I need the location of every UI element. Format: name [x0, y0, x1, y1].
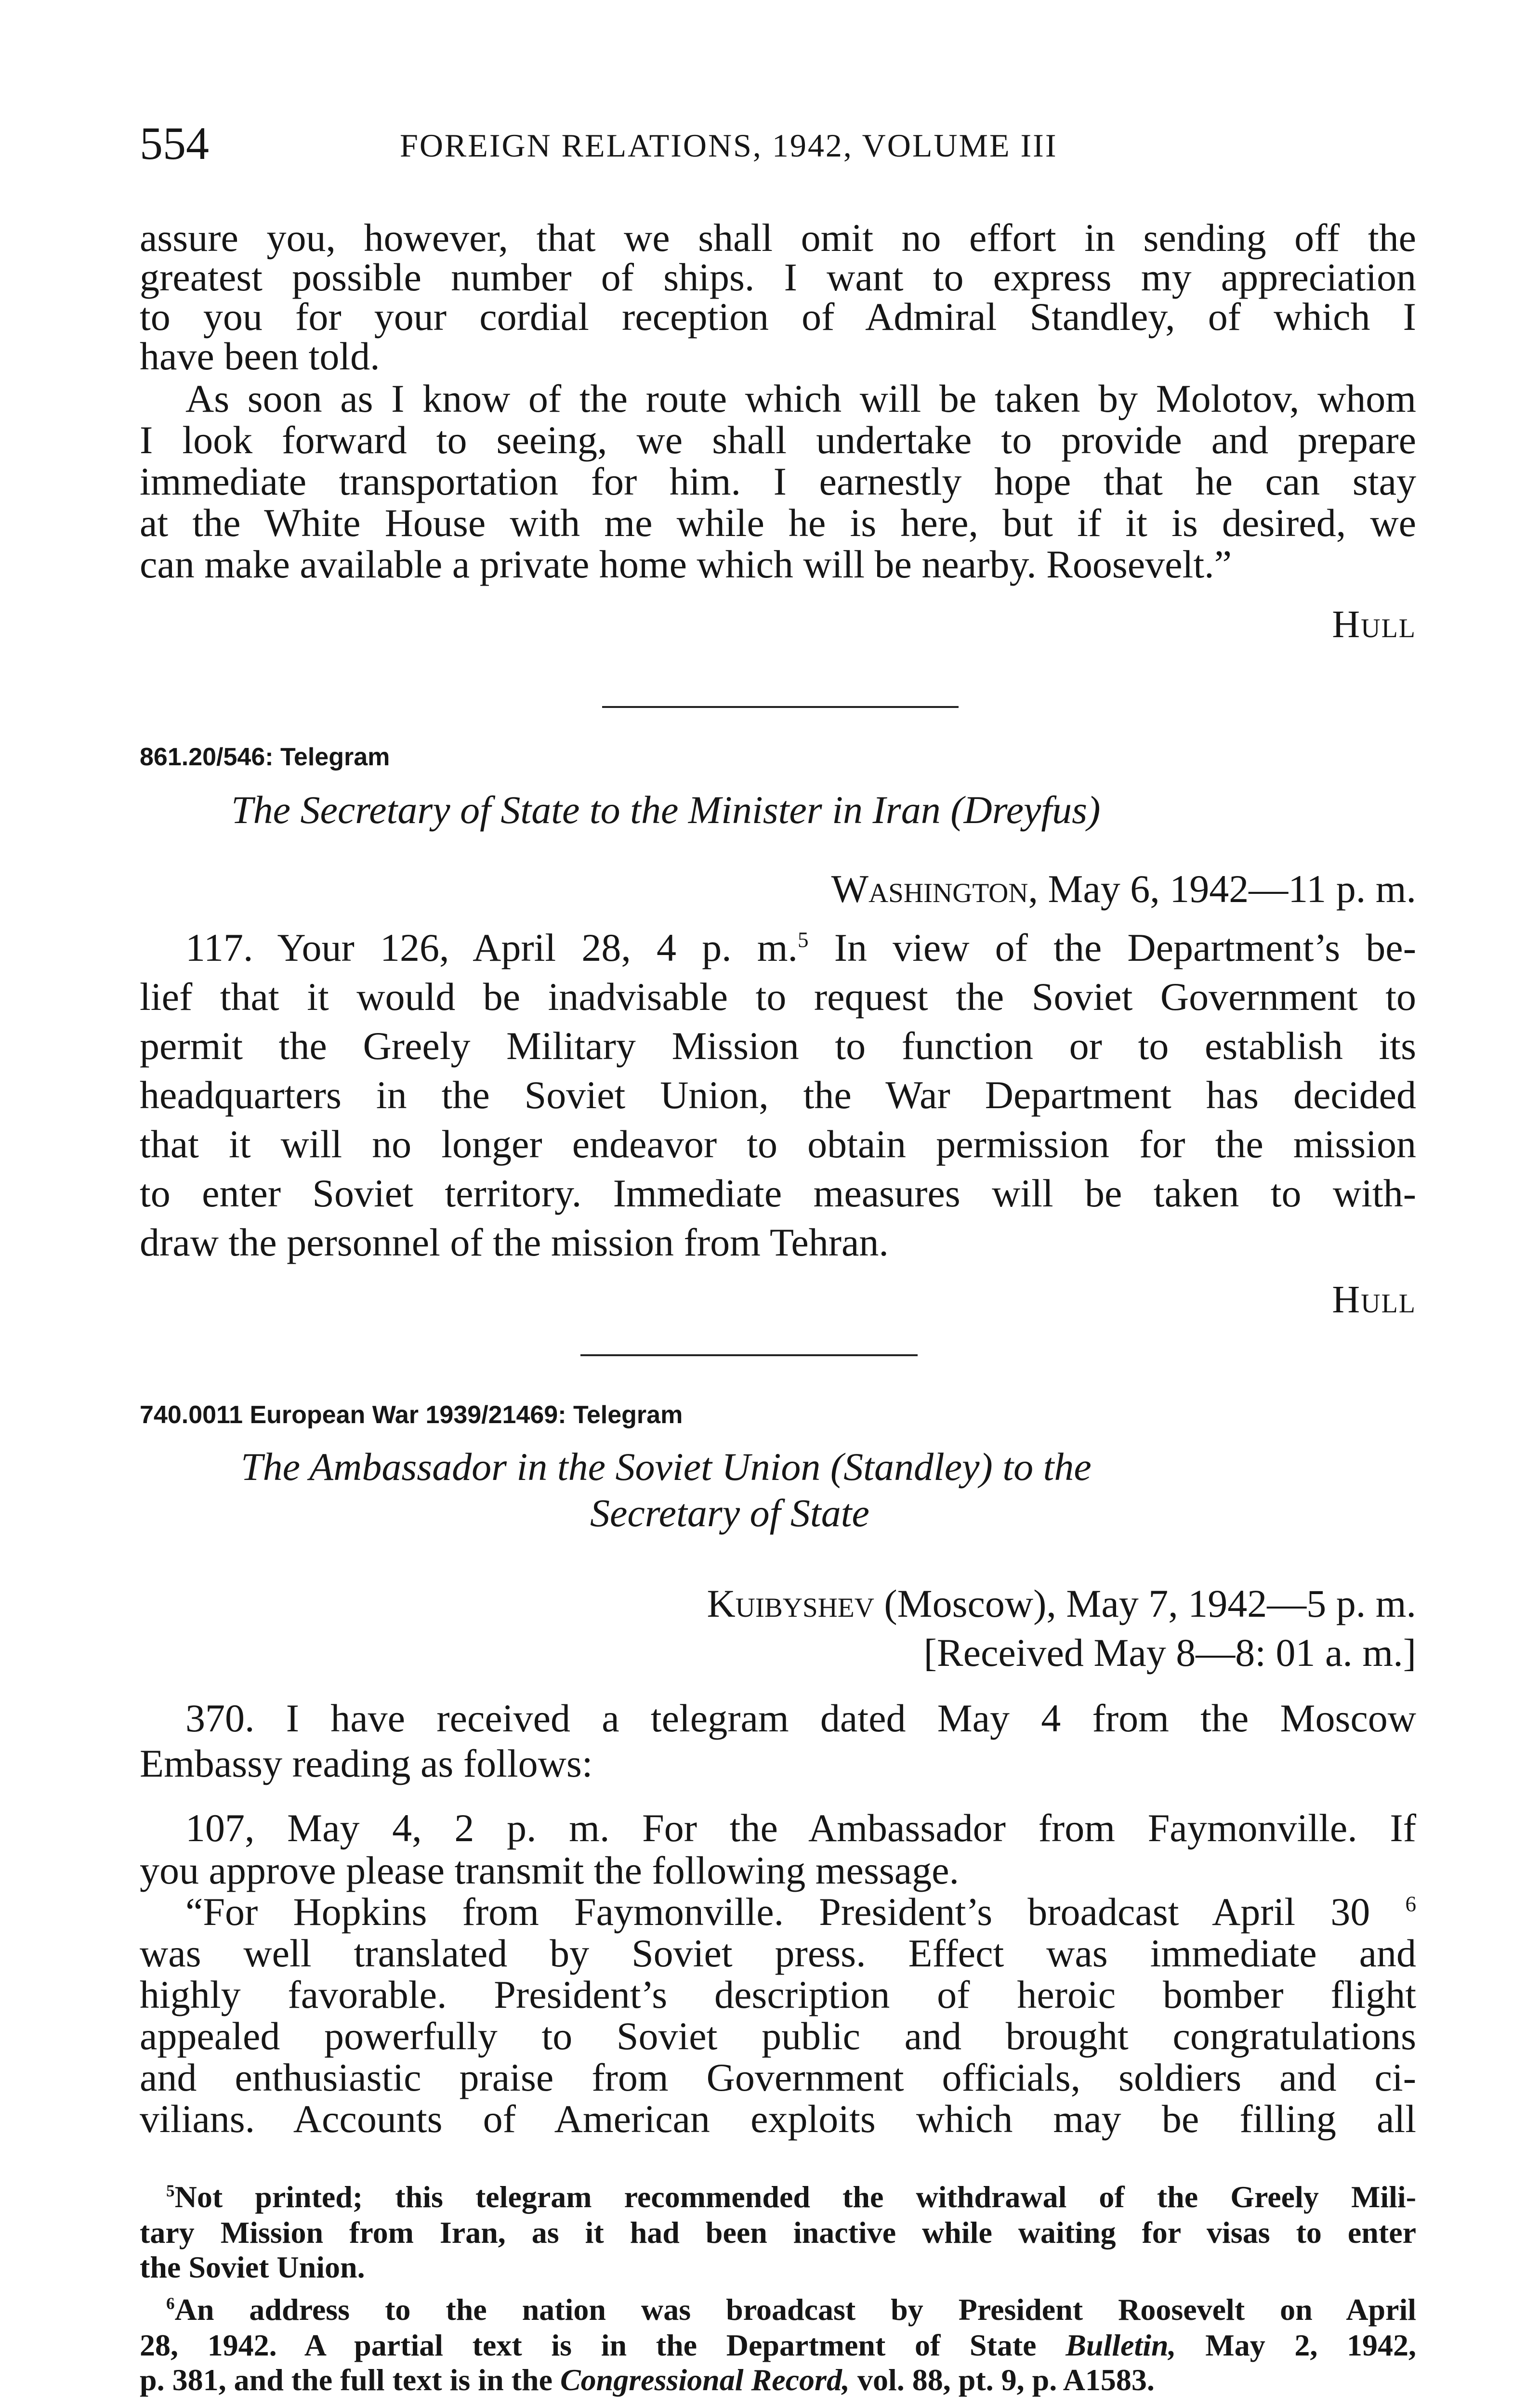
doc3-title-line-2: Secretary of State: [590, 1491, 869, 1535]
section-divider-1: [602, 706, 959, 708]
footnote-6-text-2b: May 2, 1942,: [1205, 2328, 1417, 2362]
doc3-para3-line-3: highly favorable. President’s description of heroic bomber flight: [140, 1973, 1416, 2016]
doc3-file-number: 740.0011 European War 1939/21469: Telegram: [140, 1401, 683, 1429]
doc3-title-line-1: The Ambassador in the Soviet Union (Standley) to the: [241, 1445, 1092, 1489]
footnote-6-text-3b: vol. 88, pt. 9, p. A1583.: [857, 2363, 1155, 2397]
bulletin-title: Bulletin,: [1066, 2328, 1176, 2362]
doc3-dateline: [707, 1582, 1416, 1626]
footnote-5-text-1: Not printed; this telegram recommended the withdrawal of the Greely Mili-: [174, 2180, 1416, 2214]
footnote-6-text-3a: p. 381, and the full text is in the: [140, 2363, 553, 2397]
doc1-para2-line-5: can make available a private home which will be nearby. Roosevelt.”: [140, 542, 1232, 586]
doc3-dateline-rest: (Moscow), May 7, 1942—5 p. m.: [884, 1582, 1416, 1625]
footnote-6-mark: 6: [166, 2294, 175, 2313]
footnote-5-line-3: the Soviet Union.: [140, 2250, 365, 2284]
doc2-line-1-end: In view of the Department’s be-: [834, 926, 1417, 969]
doc1-para2-line-4: at the White House with me while he is here, but if it is desired, we: [140, 501, 1416, 545]
doc1-line-4: have been told.: [140, 334, 380, 378]
footnote-6-text-1: An address to the nation was broadcast by President Roosevelt on April: [174, 2292, 1416, 2327]
doc3-para3-line-1-text: “For Hopkins from Faymonville. President’s broadcast April 30: [185, 1890, 1370, 1934]
footnote-5-mark: 5: [166, 2181, 175, 2200]
footnote-6-line-3: [140, 2363, 1416, 2397]
doc3-para3-line-1: [185, 1890, 1416, 1934]
doc1-para2-line-3: immediate transportation for him. I earnestly hope that he can stay: [140, 459, 1416, 503]
doc3-dateline-place: Kuibyshev: [707, 1582, 874, 1625]
doc2-file-number: 861.20/546: Telegram: [140, 743, 390, 771]
doc3-para1-line-1: 370. I have received a telegram dated May 4 from the Moscow: [185, 1696, 1416, 1740]
footnote-5-line-1: [166, 2180, 1416, 2214]
doc3-para3-line-4: appealed powerfully to Soviet public and brought congratulations: [140, 2014, 1416, 2058]
doc2-dateline-place: Washington,: [831, 867, 1038, 911]
doc2-line-2: lief that it would be inadvisable to request the Soviet Government to: [140, 975, 1416, 1019]
doc2-line-6: to enter Soviet territory. Immediate measures will be taken to with-: [140, 1171, 1416, 1215]
doc3-para2-line-1: 107, May 4, 2 p. m. For the Ambassador from Faymonville. If: [185, 1806, 1416, 1850]
doc3-para1-line-2: Embassy reading as follows:: [140, 1741, 593, 1785]
doc2-line-4: headquarters in the Soviet Union, the War Department has decided: [140, 1073, 1416, 1117]
doc3-para3-line-6: vilians. Accounts of American exploits which may be filling all: [140, 2097, 1416, 2141]
doc2-line-3: permit the Greely Military Mission to function or to establish its: [140, 1024, 1416, 1068]
footnote-6-text-2a: 28, 1942. A partial text is in the Department of State: [140, 2328, 1037, 2362]
doc2-line-1: [185, 926, 1416, 970]
footnote-6-line-2: [140, 2328, 1416, 2363]
doc3-para2-line-2: you approve please transmit the following message.: [140, 1848, 960, 1892]
running-title: FOREIGN RELATIONS, 1942, VOLUME III: [400, 127, 1058, 164]
doc2-title: The Secretary of State to the Minister in Iran (Dreyfus): [231, 788, 1101, 832]
footnote-ref-5: 5: [798, 928, 809, 952]
doc2-dateline-date: May 6, 1942—11 p. m.: [1048, 867, 1416, 911]
footnote-ref-6: 6: [1405, 1892, 1417, 1916]
doc3-para3-line-5: and enthusiastic praise from Government officials, soldiers and ci-: [140, 2055, 1416, 2099]
doc1-line-2: greatest possible number of ships. I want to express my appreciation: [140, 255, 1416, 299]
footnote-5-line-2: tary Mission from Iran, as it had been inactive while waiting for visas to enter: [140, 2215, 1416, 2250]
doc2-dateline: [831, 867, 1416, 911]
doc2-line-7: draw the personnel of the mission from Tehran.: [140, 1220, 889, 1264]
congressional-record-title: Congressional Record,: [560, 2363, 850, 2397]
section-divider-2: [580, 1354, 918, 1356]
page-number: 554: [140, 118, 209, 169]
doc1-line-3: to you for your cordial reception of Admiral Standley, of which I: [140, 295, 1416, 339]
doc1-para2-line-2: I look forward to seeing, we shall undertake to provide and prepare: [140, 418, 1416, 462]
footnote-6-line-1: [166, 2292, 1416, 2327]
doc2-line-5: that it will no longer endeavor to obtain permission for the mission: [140, 1122, 1416, 1166]
doc2-line-1-start: 117. Your 126, April 28, 4 p. m.: [185, 926, 798, 969]
doc3-received: [Received May 8—8: 01 a. m.]: [923, 1631, 1416, 1675]
doc1-para2-line-1: As soon as I know of the route which will be taken by Molotov, whom: [185, 377, 1416, 420]
doc1-signature: Hull: [1332, 603, 1416, 646]
doc1-line-1: assure you, however, that we shall omit no effort in sending off the: [140, 216, 1416, 260]
doc3-para3-line-2: was well translated by Soviet press. Effect was immediate and: [140, 1931, 1416, 1975]
doc2-signature: Hull: [1332, 1279, 1416, 1321]
